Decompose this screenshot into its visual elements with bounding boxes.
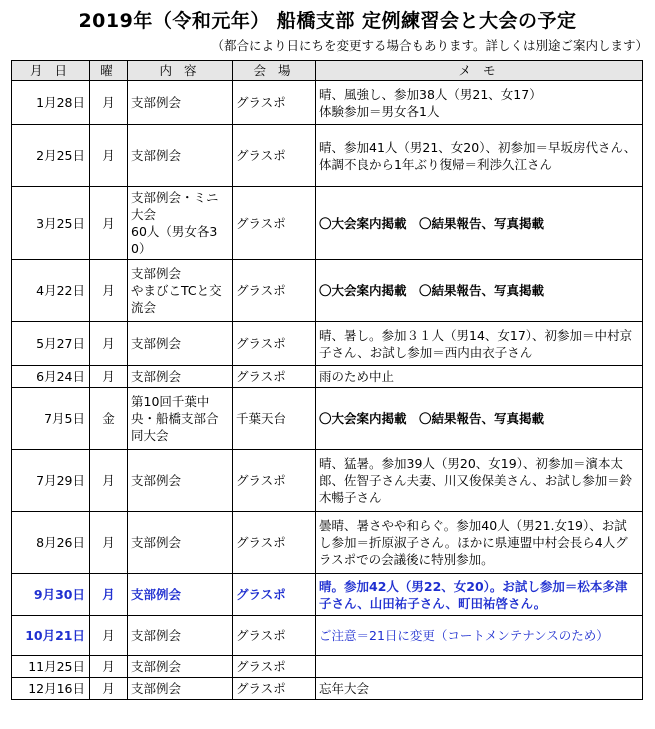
row-dow: 月 [90,678,128,700]
row-content: 支部例会 [128,125,233,187]
row-venue: グラスポ [233,678,316,700]
row-date: 5月27日 [12,322,90,366]
table-row [12,512,643,574]
row-venue: グラスポ [233,656,316,678]
row-memo: ご注意＝21日に変更（コートメンテナンスのため） [316,616,643,656]
table-row [12,678,643,700]
row-memo: 〇大会案内掲載 〇結果報告、写真掲載 [316,260,643,322]
row-dow: 月 [90,512,128,574]
row-dow: 月 [90,366,128,388]
row-memo: 晴、暑し。参加３１人（男14、女17）、初参加＝中村京子さん、お試し参加＝西内由衣子さん [316,322,643,366]
row-venue: グラスポ [233,366,316,388]
row-memo: 曇晴、暑さやや和らぐ。参加40人（男21.女19）、お試し参加＝折原淑子さん。ほかに県連盟中村会長ら4人グラスポでの会議後に特別参加。 [316,512,643,574]
row-content: 支部例会 [128,678,233,700]
row-date: 7月5日 [12,388,90,450]
row-date: 2月25日 [12,125,90,187]
row-dow: 月 [90,125,128,187]
row-date: 12月16日 [12,678,90,700]
row-dow: 月 [90,81,128,125]
row-memo: 晴。参加42人（男22、女20）。お試し参加＝松本多津子さん、山田祐子さん、町田祐啓さん。 [316,574,643,616]
row-memo: 雨のため中止 [316,366,643,388]
table-row [12,450,643,512]
table-row-highlighted [12,574,643,616]
row-memo: 〇大会案内掲載 〇結果報告、写真掲載 [316,388,643,450]
row-date: 4月22日 [12,260,90,322]
table-row [12,366,643,388]
table-row [12,187,643,260]
row-memo: 晴、猛暑。参加39人（男20、女19）、初参加＝濱本太郎、佐智子さん夫妻、川又俊保美さん、お試し参加＝鈴木暢子さん [316,450,643,512]
row-dow: 月 [90,574,128,616]
row-memo: 晴、風強し、参加38人（男21、女17） 体験参加＝男女各1人 [316,81,643,125]
row-date: 11月25日 [12,656,90,678]
row-venue: グラスポ [233,450,316,512]
row-memo: 晴、参加41人（男21、女20）、初参加＝早坂房代さん、体調不良から1年ぶり復帰＝利渉久江さん [316,125,643,187]
row-memo [316,656,643,678]
row-dow: 月 [90,616,128,656]
row-dow: 月 [90,187,128,260]
table-row [12,322,643,366]
row-venue: グラスポ [233,187,316,260]
row-venue: グラスポ [233,574,316,616]
row-venue: グラスポ [233,81,316,125]
table-row [12,656,643,678]
row-content: 支部例会 [128,512,233,574]
row-dow: 金 [90,388,128,450]
row-content: 支部例会 [128,616,233,656]
row-venue: グラスポ [233,260,316,322]
header-venue: 会 場 [233,61,316,81]
row-dow: 月 [90,260,128,322]
row-date: 8月26日 [12,512,90,574]
header-dow: 曜 [90,61,128,81]
row-date: 10月21日 [12,616,90,656]
table-row [12,81,643,125]
row-content: 支部例会 [128,574,233,616]
row-venue: グラスポ [233,125,316,187]
row-content: 支部例会 [128,81,233,125]
row-content: 支部例会 やまびこTCと交流会 [128,260,233,322]
page-title: 2019年（令和元年） 船橋支部 定例練習会と大会の予定 [78,10,577,32]
schedule-table [11,60,643,700]
row-dow: 月 [90,656,128,678]
table-row [12,388,643,450]
row-date: 9月30日 [12,574,90,616]
row-date: 3月25日 [12,187,90,260]
table-header-row [12,61,643,81]
table-row [12,260,643,322]
header-content: 内 容 [128,61,233,81]
table-row [12,616,643,656]
page-subtitle: （都合により日にちを変更する場合もあります。詳しくは別途ご案内します） [211,38,648,53]
row-memo: 〇大会案内掲載 〇結果報告、写真掲載 [316,187,643,260]
table-row [12,125,643,187]
header-memo: メ モ [316,61,643,81]
row-venue: グラスポ [233,616,316,656]
row-venue: グラスポ [233,512,316,574]
header-date: 月 日 [12,61,90,81]
row-dow: 月 [90,450,128,512]
row-content: 第10回千葉中央・船橋支部合同大会 [128,388,233,450]
row-content: 支部例会・ミニ大会 60人（男女各30） [128,187,233,260]
row-content: 支部例会 [128,322,233,366]
row-venue: グラスポ [233,322,316,366]
row-content: 支部例会 [128,366,233,388]
row-date: 6月24日 [12,366,90,388]
row-date: 1月28日 [12,81,90,125]
row-content: 支部例会 [128,450,233,512]
row-memo: 忘年大会 [316,678,643,700]
row-date: 7月29日 [12,450,90,512]
row-content: 支部例会 [128,656,233,678]
row-dow: 月 [90,322,128,366]
row-venue: 千葉天台 [233,388,316,450]
